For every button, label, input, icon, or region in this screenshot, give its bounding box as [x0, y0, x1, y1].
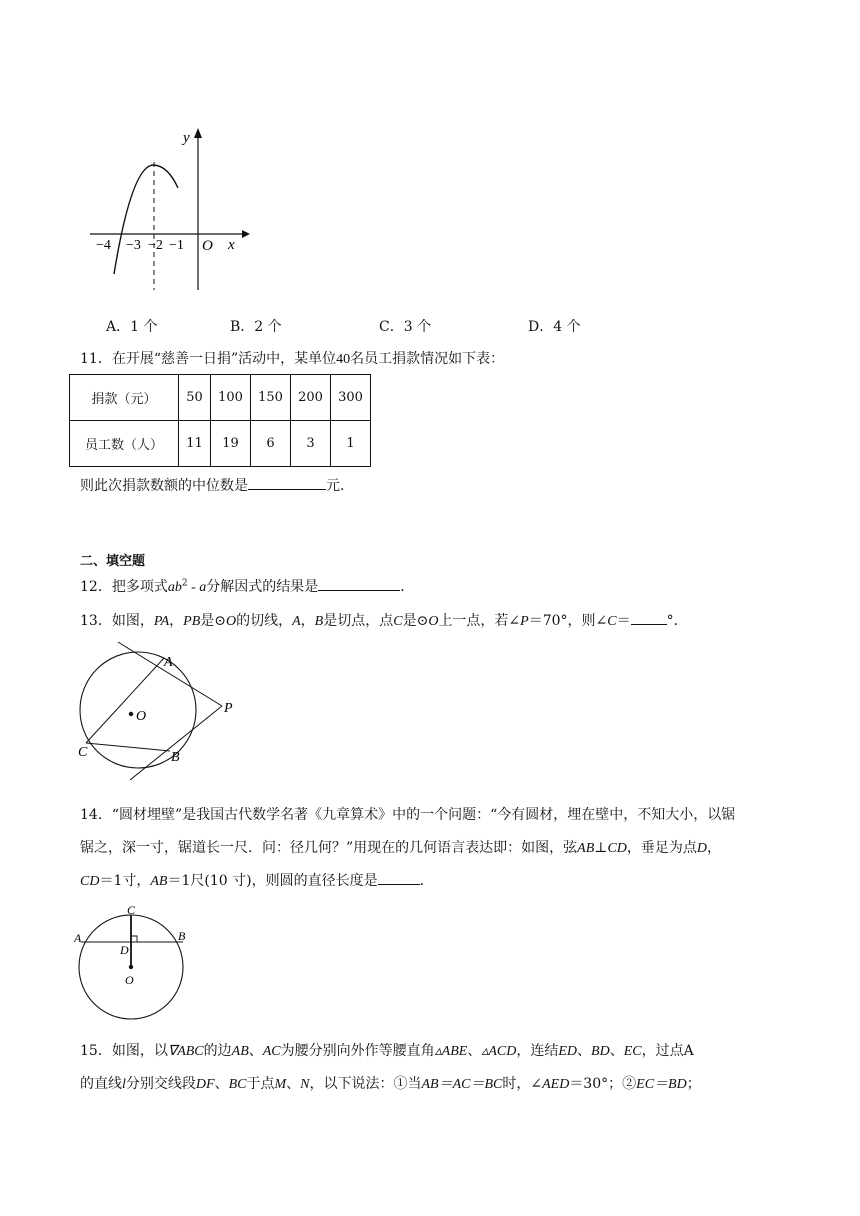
option-text: 4 个 — [553, 319, 581, 335]
option-letter: D． — [528, 319, 554, 335]
table-cell: 50 — [179, 375, 211, 421]
q15-condition: AB＝AC＝BC — [421, 1077, 503, 1092]
table-cell: 1 — [331, 421, 371, 467]
answer-blank[interactable] — [318, 576, 400, 591]
var-bd: BD — [591, 1044, 610, 1059]
q14-line2 — [80, 837, 721, 857]
perp-symbol: ⊥ — [594, 840, 608, 856]
table-row — [70, 375, 371, 421]
option-letter: A． — [106, 319, 131, 335]
q15-text: ，连结 — [516, 1043, 559, 1059]
q13-fig-label-b: B — [171, 750, 180, 765]
graph-tick-neg3: −3 — [126, 238, 141, 253]
q10-function-graph — [84, 124, 254, 294]
var-d: D — [696, 841, 708, 856]
answer-blank[interactable] — [631, 610, 667, 625]
var-o: O — [428, 614, 439, 629]
q14-line1: 14．“圆材埋壁”是我国古代数学名著《九章算术》中的一个问题：“今有圆材，埋在壁中，不知大小，以锯 — [80, 807, 736, 823]
table-cell: 300 — [331, 375, 371, 421]
table-row — [70, 421, 371, 467]
triangle-abe: ▵ABE — [434, 1044, 468, 1059]
q13-text: 如图， — [111, 613, 154, 629]
var-bc: BC — [228, 1077, 247, 1092]
question-number: 11． — [80, 351, 112, 367]
var-pb: PB — [183, 614, 201, 629]
q15-text: 于点 — [246, 1076, 275, 1092]
q15-line2 — [80, 1073, 701, 1093]
var-a: A — [292, 614, 301, 629]
q13-text: ， — [300, 613, 315, 629]
q13-text: 上一点，若∠ — [438, 613, 521, 629]
section-title: 二、填空题 — [80, 554, 146, 569]
question-number: 13． — [80, 613, 112, 629]
q11-text: 元． — [326, 478, 354, 494]
var-m: M — [274, 1077, 287, 1092]
q14-fig-label-a: A — [74, 931, 82, 945]
table-cell: 100 — [211, 375, 251, 421]
q15-equation: EC＝BD — [636, 1077, 687, 1092]
q11-text: 名员工捐款情况如下表： — [350, 351, 505, 367]
q14-text: ＝1寸， — [99, 873, 151, 889]
q10-option-c — [379, 316, 431, 336]
q13-text: ， — [169, 613, 184, 629]
table-header-cell: 员工数（人） — [70, 421, 179, 467]
q12-text: ． — [400, 579, 415, 595]
var-c: C — [607, 614, 617, 629]
q15-text: 、 — [609, 1043, 624, 1059]
var-pa: PA — [153, 614, 170, 629]
var-ac: AC — [262, 1044, 281, 1059]
q15-text: 为腰分别向外作等腰直角 — [280, 1043, 435, 1059]
q12-expr: - a — [187, 580, 207, 595]
q15-text: ； — [686, 1076, 701, 1092]
q14-fig-label-b: B — [178, 929, 186, 943]
q13-fig-label-p: P — [224, 701, 233, 716]
q14-text: ，垂足为点 — [626, 840, 697, 856]
q15-text: 分别交线段 — [125, 1076, 196, 1092]
q11-text: 则此次捐款数额的中位数是 — [80, 478, 248, 494]
var-ab: AB — [150, 874, 168, 889]
q11-answer-line — [80, 475, 354, 495]
q15-text: 15．如图，以 — [80, 1043, 168, 1059]
graph-tick-neg4: −4 — [96, 238, 111, 253]
table-cell: 19 — [211, 421, 251, 467]
var-ed: ED — [558, 1044, 578, 1059]
q15-text: 的边 — [203, 1043, 232, 1059]
var-o: O — [225, 614, 237, 629]
q14-text: ． — [419, 873, 434, 889]
option-text: 3 个 — [403, 319, 432, 335]
q11-donation-table — [69, 374, 371, 467]
var-ab: AB — [577, 841, 595, 856]
var-cd: CD — [80, 874, 100, 889]
q14-line3 — [80, 870, 434, 890]
q13-text: 的切线， — [236, 613, 293, 629]
q13-text: ＝70°，则∠ — [528, 613, 608, 629]
var-p: P — [520, 614, 529, 629]
q14-circle-chord-figure — [74, 904, 194, 1024]
q12-expr: ab — [167, 580, 182, 595]
q13-fig-label-o: O — [136, 709, 147, 724]
q15-text: ，以下说法：①当 — [309, 1076, 422, 1092]
q15-text: 时，∠ — [502, 1076, 543, 1092]
graph-x-label: x — [228, 237, 235, 253]
var-ab: AB — [231, 1044, 249, 1059]
var-b: B — [314, 614, 324, 629]
q10-option-a — [106, 316, 157, 336]
q13-stem — [80, 610, 688, 630]
graph-origin-label: O — [202, 238, 213, 254]
var-aed: AED — [542, 1077, 570, 1092]
table-cell: 6 — [251, 421, 291, 467]
var-cd: CD — [607, 841, 627, 856]
option-letter: C． — [379, 319, 404, 335]
triangle-abc: ∇ABC — [167, 1044, 204, 1059]
var-ec: EC — [623, 1044, 642, 1059]
q15-text: ＝30°；② — [569, 1076, 637, 1092]
q12-stem — [80, 576, 414, 596]
table-cell: 11 — [179, 421, 211, 467]
q10-option-b — [230, 316, 282, 336]
var-l: l — [122, 1077, 126, 1092]
q15-text: 、 — [214, 1076, 229, 1092]
q11-count: 40 — [336, 352, 351, 367]
q13-fig-label-a: A — [164, 655, 173, 670]
q12-text: 把多项式 — [111, 579, 168, 595]
q13-fig-label-c: C — [78, 745, 88, 760]
q13-text: °． — [666, 613, 688, 629]
triangle-acd: ▵ACD — [481, 1044, 517, 1059]
q15-text: 、 — [286, 1076, 301, 1092]
q13-text: 是切点，点 — [323, 613, 394, 629]
q15-text: ，过点A — [641, 1043, 694, 1059]
q14-text: ， — [707, 840, 722, 856]
graph-tick-neg2: −2 — [148, 238, 163, 253]
var-df: DF — [195, 1077, 215, 1092]
var-n: N — [300, 1077, 310, 1092]
q12-exponent: 2 — [181, 578, 188, 589]
q14-fig-label-d: D — [120, 943, 129, 957]
q15-text: 、 — [248, 1043, 263, 1059]
table-cell: 150 — [251, 375, 291, 421]
table-cell: 200 — [291, 375, 331, 421]
graph-y-label: y — [183, 130, 190, 146]
question-number: 12． — [80, 579, 112, 595]
q14-fig-label-c: C — [127, 904, 136, 917]
q15-text: 、 — [577, 1043, 592, 1059]
q13-text: 是⊙ — [402, 613, 429, 629]
answer-blank[interactable] — [248, 475, 326, 490]
q11-stem — [80, 348, 504, 368]
q12-text: 分解因式的结果是 — [206, 579, 319, 595]
q10-option-d — [528, 316, 581, 336]
q15-text: 、 — [467, 1043, 482, 1059]
q15-line1 — [80, 1040, 694, 1060]
option-letter: B． — [230, 319, 255, 335]
q15-text: 的直线 — [80, 1076, 122, 1092]
option-text: 1 个 — [130, 319, 158, 335]
q13-circle-tangent-figure — [74, 640, 244, 780]
q14-fig-label-o: O — [125, 973, 134, 987]
table-header-cell: 捐款（元） — [70, 375, 179, 421]
q14-text: 锯之，深一寸，锯道长一尺．问：径几何？”用现在的几何语言表达即：如图，弦 — [80, 840, 578, 856]
table-cell: 3 — [291, 421, 331, 467]
q14-text: ＝1尺(10 寸)，则圆的直径长度是 — [167, 873, 378, 889]
graph-tick-neg1: −1 — [169, 238, 184, 253]
q11-text: 在开展“慈善一日捐”活动中，某单位 — [111, 351, 337, 367]
answer-blank[interactable] — [378, 870, 420, 885]
q13-text: ＝ — [616, 613, 631, 629]
option-text: 2 个 — [254, 319, 282, 335]
q13-text: 是⊙ — [200, 613, 226, 629]
var-c: C — [393, 614, 403, 629]
